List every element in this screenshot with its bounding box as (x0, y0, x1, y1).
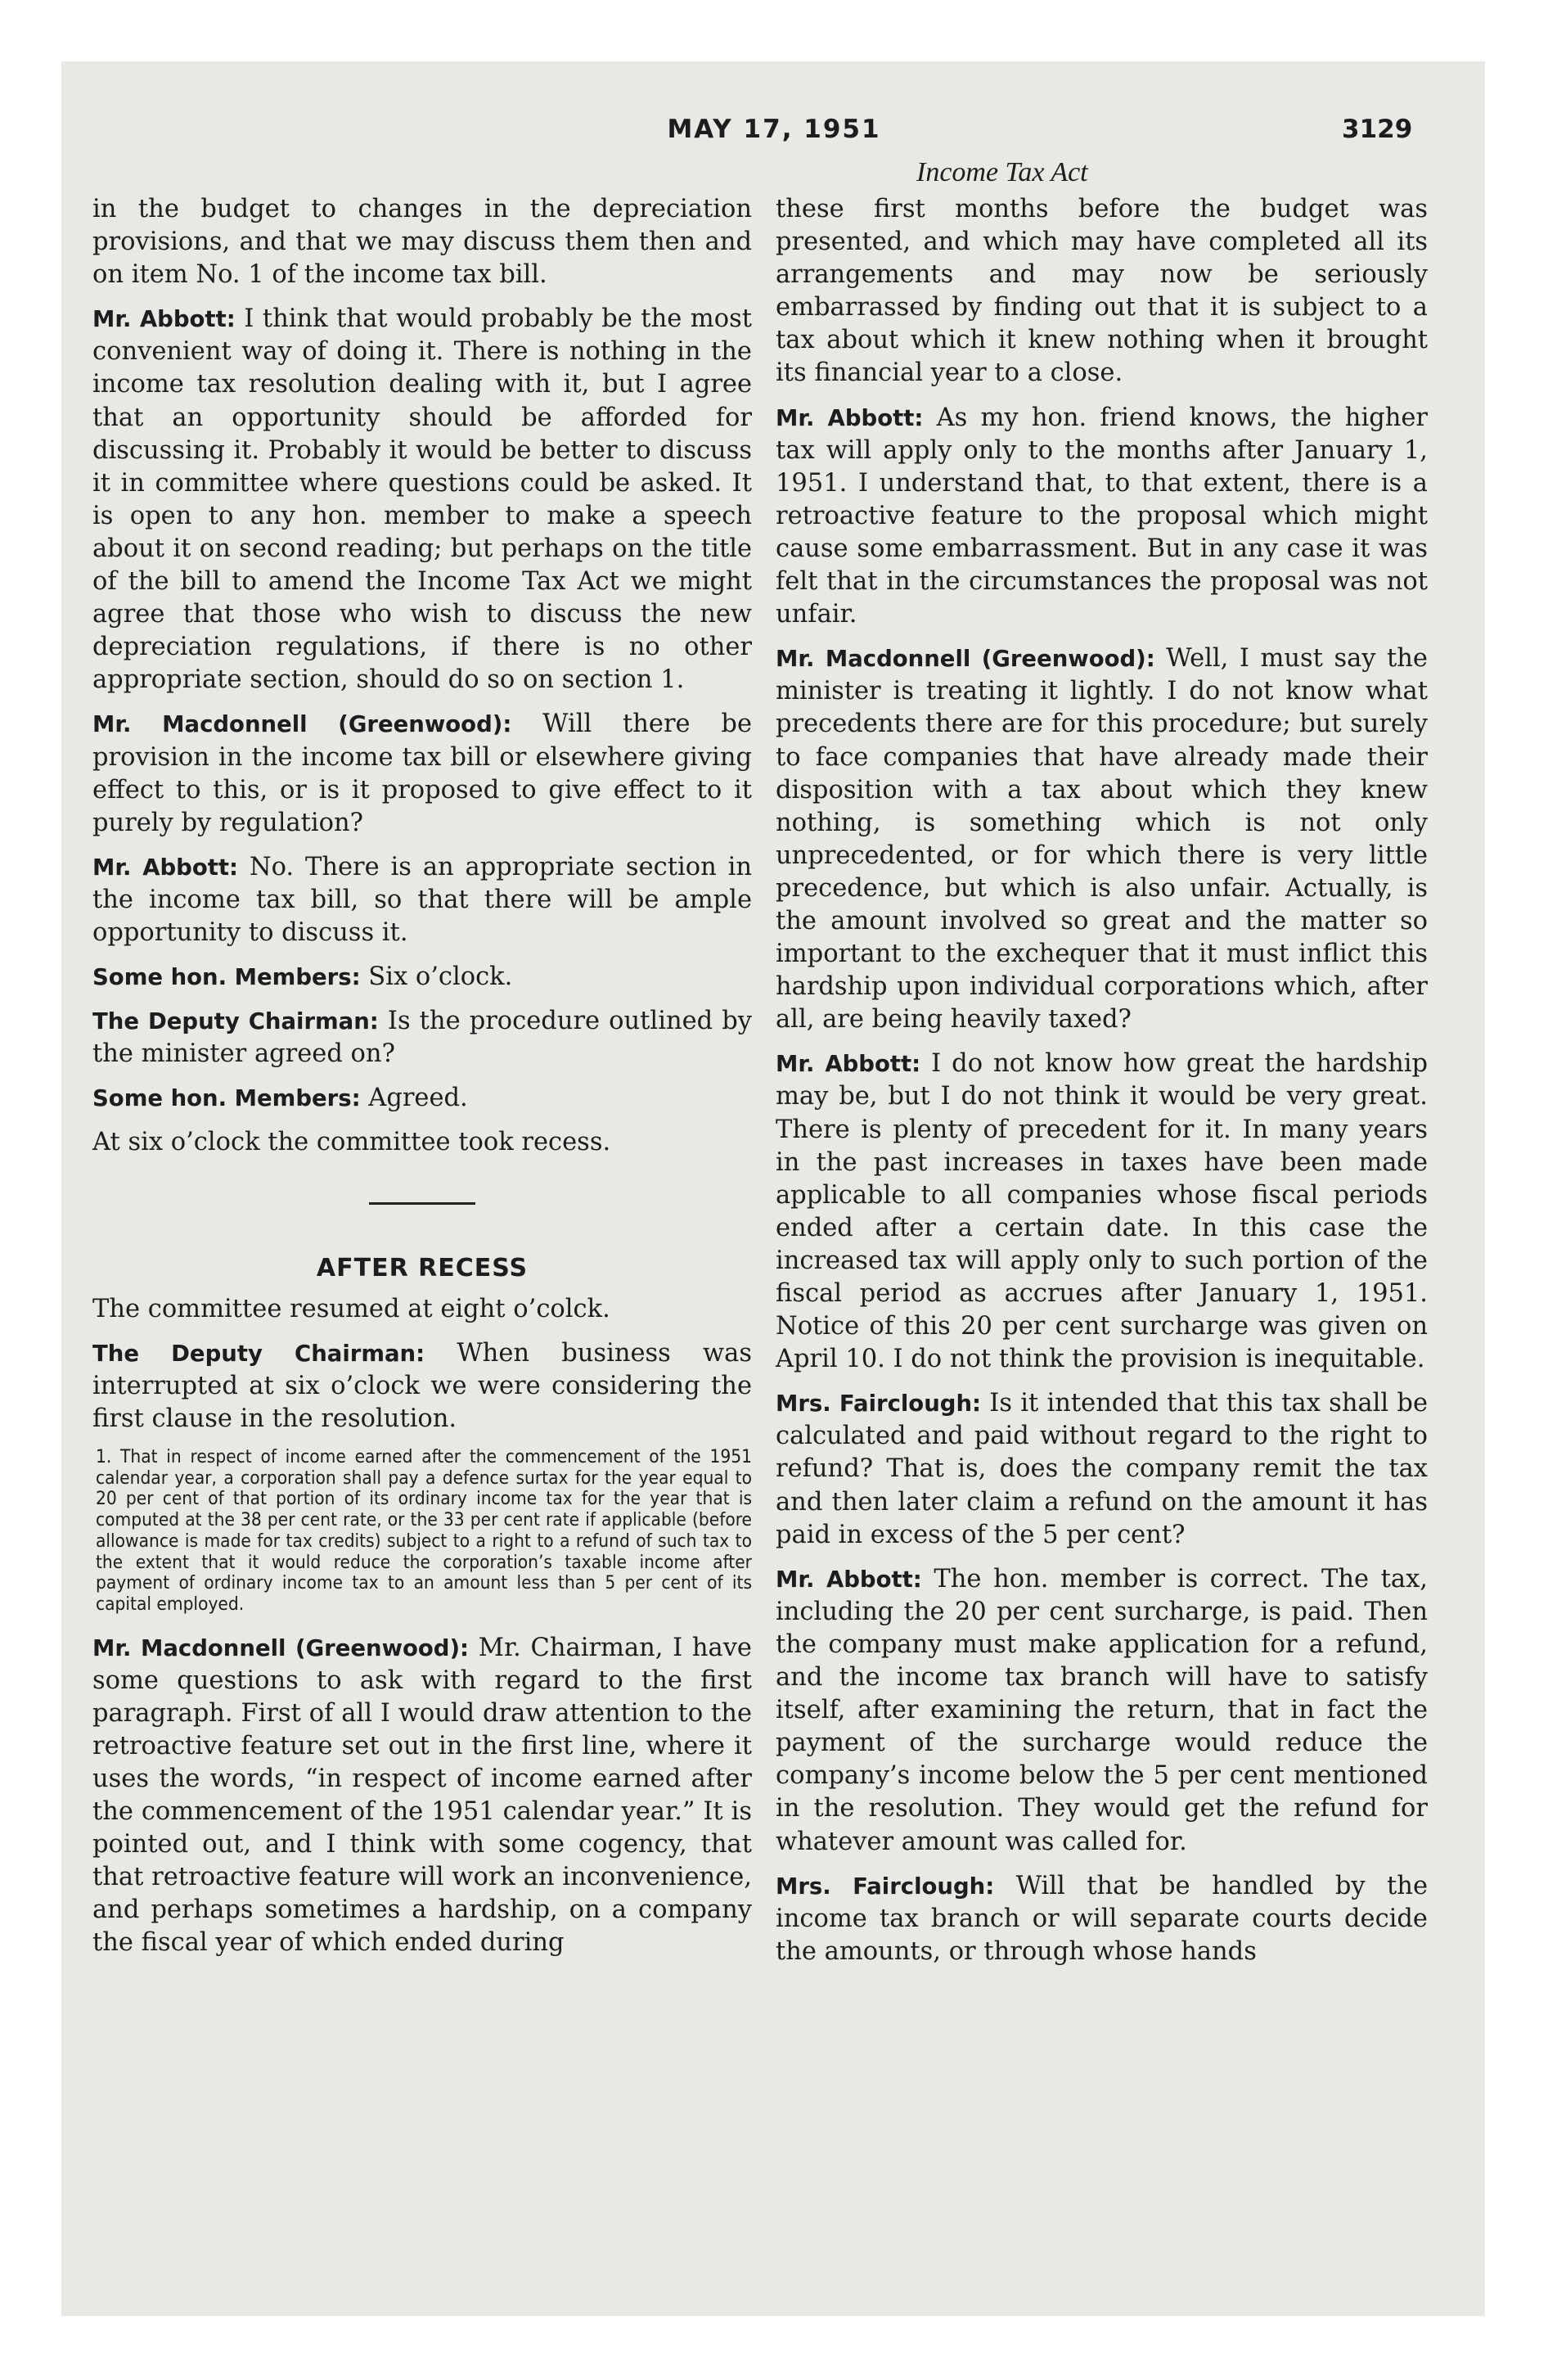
text-paragraph: these first months before the budget was presented, and which may have completed all its arrangements and may now be seriously embarrassed by finding out that it is subject to a tax about which it knew nothing when it brought its financial year to a close. (776, 195, 1428, 388)
speech-paragraph (92, 1005, 752, 1071)
running-subject: Income Tax Act (916, 157, 1088, 187)
speech-paragraph (776, 642, 1428, 1036)
speaker-name: Mrs. Fairclough: (776, 1391, 982, 1418)
text-paragraph: The committee resumed at eight o’colck. (92, 1294, 610, 1323)
speaker-name: Mr. Abbott: (776, 1566, 922, 1593)
speech-paragraph (776, 1048, 1428, 1376)
speech-paragraph (92, 303, 752, 696)
speaker-name: Mrs. Fairclough: (776, 1873, 995, 1900)
speech-text: Mr. Chairman, I have some questions to ask with regard to the first paragraph. First of all I would draw attention to the retroactive feature set out in the first line, where it uses the words, “in respect of income earned after the commencement of the 1951 calendar year.” It is pointed out, and I think with some cogency, that that retroactive feature will work an inconvenience, and perhaps sometimes a hardship, on a company the fiscal year of which ended during (92, 1633, 752, 1958)
speaker-name: Mr. Macdonnell (Greenwood): (776, 646, 1155, 673)
speech-paragraph (92, 708, 752, 839)
right-column (776, 193, 1428, 1980)
speaker-name: Mr. Abbott: (776, 1051, 921, 1078)
page-number: 3129 (1342, 115, 1413, 144)
speech-text: As my hon. friend knows, the higher tax will apply only to the months after January 1, 1951. I understand that, to that extent, there is a retroactive feature to the proposal which might cause some embarrassment. But in any case it was felt that in the circumstances the proposal was not unfair. (776, 403, 1428, 629)
speech-paragraph (92, 961, 752, 994)
speech-paragraph (92, 1082, 752, 1115)
speech-text: I think that would probably be the most convenient way of doing it. There is nothing in the income tax resolution dealing with it, but I agree that an opportunity should be afforded for discussing it. Probably it would be better to discuss it in committee where questions could be asked. It is open to any hon. member to make a speech about it on second reading; but perhaps on the title of the bill to amend the Income Tax Act we might agree that those who wish to discuss the new depreciation regulations, if there is no other appropriate section, should do so on section 1. (92, 304, 752, 695)
page-date: MAY 17, 1951 (667, 115, 881, 144)
speech-text: Well, I must say the minister is treating it lightly. I do not know what precedents there are for this procedure; but surely to face companies that have already made their disposition with a tax about which they knew nothing, is something which is not only unprecedented, or for which there is very little precedence, but which is also unfair. Actually, is the amount involved so great and the matter so important to the exchequer that it must inflict this hardship upon individual corporations which, after all, are being heavily taxed? (776, 644, 1428, 1034)
speech-paragraph (92, 851, 752, 949)
speech-text: Agreed. (360, 1084, 468, 1113)
speaker-name: Mr. Macdonnell (Greenwood): (92, 1634, 470, 1661)
speech-text: I do not know how great the hardship may be, but I do not think it would be very great. There is plenty of precedent for it. In many years in the past increases in taxes have been made applicable to all companies whose fiscal periods ended after a certain date. In this case the increased tax will apply only to such portion of the fiscal period as accrues after January 1, 1951. Notice of this 20 per cent surcharge was given on April 10. I do not think the provision is inequitable. (776, 1049, 1428, 1374)
speech-text: When business was interrupted at six o’clock we were considering the first clause in the resolution. (92, 1338, 752, 1433)
left-column (92, 193, 752, 1972)
speaker-name: Mr. Abbott: (92, 306, 236, 333)
speaker-name: The Deputy Chairman: (92, 1008, 379, 1035)
speaker-name: Mr. Abbott: (92, 854, 239, 881)
speech-paragraph (92, 1337, 752, 1436)
speech-paragraph (776, 1870, 1428, 1968)
text-paragraph: in the budget to changes in the depreciation provisions, and that we may discuss them then and on item No. 1 of the income tax bill. (92, 195, 752, 290)
speech-text: Will there be provision in the income tax bill or elsewhere giving effect to this, or is it proposed to give effect to it purely by regulation? (92, 710, 752, 837)
speech-text: No. There is an appropriate section in the income tax bill, so that there will be ample opportunity to discuss it. (92, 852, 752, 947)
section-heading: AFTER RECESS (316, 1253, 529, 1282)
speech-text: Will that be handled by the income tax branch or will separate courts decide the amounts, or through whose hands (776, 1871, 1428, 1966)
text-paragraph: At six o’clock the committee took recess. (92, 1128, 611, 1157)
section-divider (369, 1202, 475, 1205)
resolution-quote: 1. That in respect of income earned after the commencement of the 1951 calendar year, a corporation shall pay a defence surtax for the year equal to 20 per cent of that portion of its ordinary income tax for the year that is computed at the 38 per cent rate, or the 33 per cent rate if applicable (before allowance is made for tax credits) subject to a right to a refund of such tax to the extent that it would reduce the corporation’s taxable income after payment of ordinary income tax to an amount less than 5 per cent of its capital employed. (96, 1446, 752, 1615)
speech-text: The hon. member is correct. The tax, including the 20 per cent surcharge, is paid. Then the company must make application for a refund, and the income tax branch will have to satisfy itself, after examining the return, that in fact the payment of the surcharge would reduce the company’s income below the 5 per cent mentioned in the resolution. They would get the refund for whatever amount was called for. (776, 1564, 1428, 1856)
speech-paragraph (92, 1632, 752, 1960)
page-header (0, 115, 1548, 156)
speaker-name: Mr. Macdonnell (Greenwood): (92, 711, 512, 738)
speech-text: Is the procedure outlined by the minister agreed on? (92, 1007, 752, 1069)
speaker-name: The Deputy Chairman: (92, 1340, 425, 1367)
speech-text: Is it intended that this tax shall be calculated and paid without regard to the right to refund? That is, does the company remit the tax and then later claim a refund on the amount it has paid in excess of the 5 per cent? (776, 1389, 1428, 1549)
speech-paragraph (776, 1563, 1428, 1859)
speech-paragraph (776, 402, 1428, 632)
speaker-name: Some hon. Members: (92, 964, 361, 991)
speech-paragraph (776, 1387, 1428, 1551)
speaker-name: Mr. Abbott: (776, 404, 924, 431)
speaker-name: Some hon. Members: (92, 1085, 361, 1112)
speech-text: Six o’clock. (360, 962, 513, 992)
